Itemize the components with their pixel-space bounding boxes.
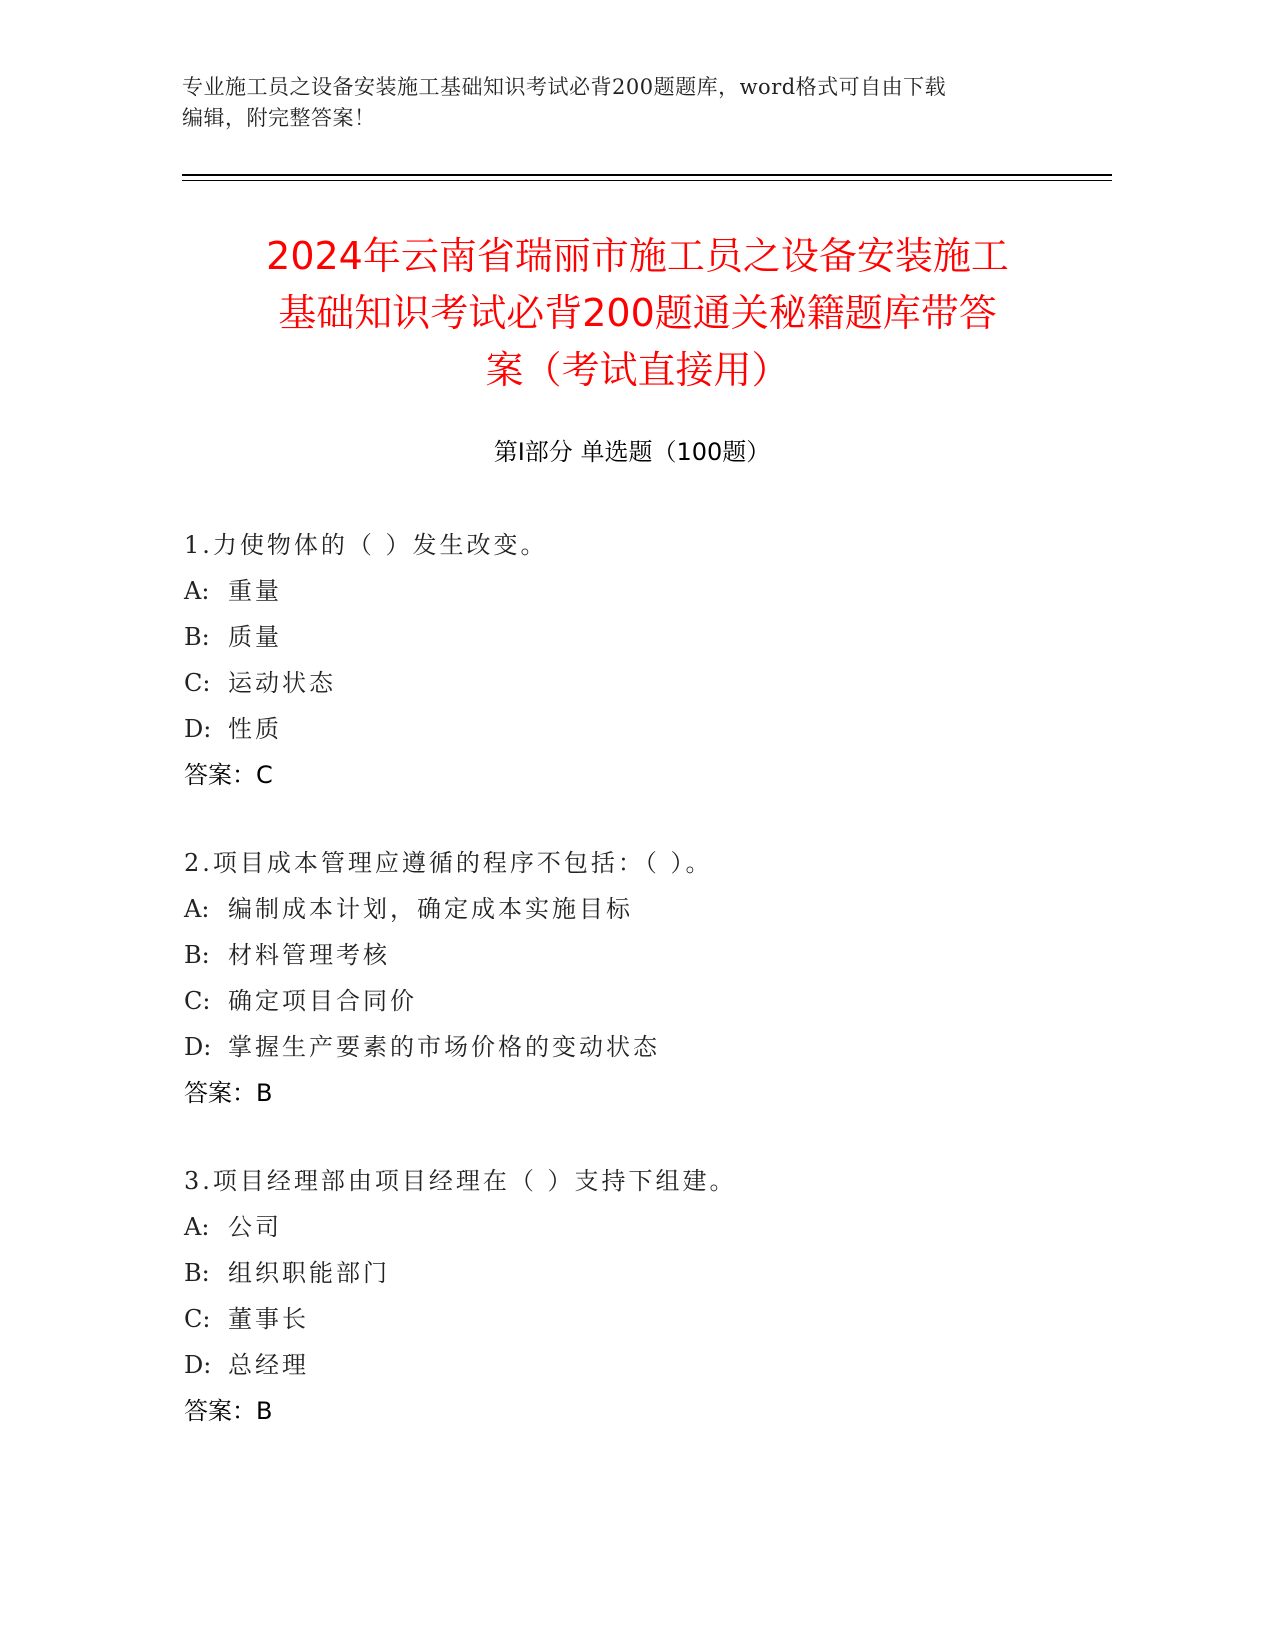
question-1 [184, 522, 1084, 798]
option-key: D: [184, 715, 212, 743]
option-key: C: [184, 987, 211, 1015]
option-text: 运动状态 [228, 669, 336, 697]
option-key: C: [184, 1305, 211, 1333]
option-text: 总经理 [228, 1351, 309, 1379]
answer-line: 答案：B [184, 1079, 273, 1107]
option-key: B: [184, 623, 210, 651]
option-text: 材料管理考核 [228, 941, 390, 969]
option-key: B: [184, 941, 210, 969]
header-note-line-2: 编辑，附完整答案！ [182, 106, 376, 130]
document-title-line-2: 基础知识考试必背200题通关秘籍题库带答 [278, 291, 997, 335]
option-c [184, 660, 1084, 706]
document-title-line-1: 2024年云南省瑞丽市施工员之设备安装施工 [266, 234, 1009, 278]
option-a [184, 886, 1084, 932]
question-list [184, 522, 1084, 1476]
option-key: C: [184, 669, 211, 697]
option-text: 编制成本计划，确定成本实施目标 [228, 895, 633, 923]
option-key: D: [184, 1033, 212, 1061]
option-b [184, 1250, 1084, 1296]
option-key: B: [184, 1259, 210, 1287]
option-text: 组织职能部门 [228, 1259, 390, 1287]
header-divider-thin [182, 180, 1112, 181]
option-a [184, 1204, 1084, 1250]
option-b [184, 614, 1084, 660]
header-divider-thick [182, 174, 1112, 176]
option-text: 质量 [228, 623, 282, 651]
question-2 [184, 840, 1084, 1116]
option-d [184, 1024, 1084, 1070]
document-title [160, 228, 1115, 399]
option-key: A: [184, 895, 210, 923]
option-c [184, 978, 1084, 1024]
option-d [184, 1342, 1084, 1388]
section-heading: 第Ⅰ部分 单选题（100题） [493, 438, 771, 466]
option-key: D: [184, 1351, 212, 1379]
option-key: A: [184, 577, 210, 605]
header-note-line-1: 专业施工员之设备安装施工基础知识考试必背200题题库，word格式可自由下载 [182, 75, 947, 99]
option-text: 掌握生产要素的市场价格的变动状态 [228, 1033, 660, 1061]
option-text: 确定项目合同价 [228, 987, 417, 1015]
question-3 [184, 1158, 1084, 1434]
answer-line: 答案：B [184, 1397, 273, 1425]
answer-line: 答案：C [184, 761, 273, 789]
header-note [182, 72, 1082, 134]
document-title-line-3: 案（考试直接用） [485, 348, 790, 392]
option-text: 董事长 [228, 1305, 309, 1333]
option-text: 重量 [228, 577, 282, 605]
question-stem: 3.项目经理部由项目经理在（ ）支持下组建。 [184, 1167, 737, 1195]
option-c [184, 1296, 1084, 1342]
option-text: 性质 [228, 715, 282, 743]
question-stem: 2.项目成本管理应遵循的程序不包括：（ ）。 [184, 849, 713, 877]
option-a [184, 568, 1084, 614]
option-b [184, 932, 1084, 978]
option-d [184, 706, 1084, 752]
option-text: 公司 [228, 1213, 282, 1241]
question-stem: 1.力使物体的（ ）发生改变。 [184, 531, 548, 559]
option-key: A: [184, 1213, 210, 1241]
